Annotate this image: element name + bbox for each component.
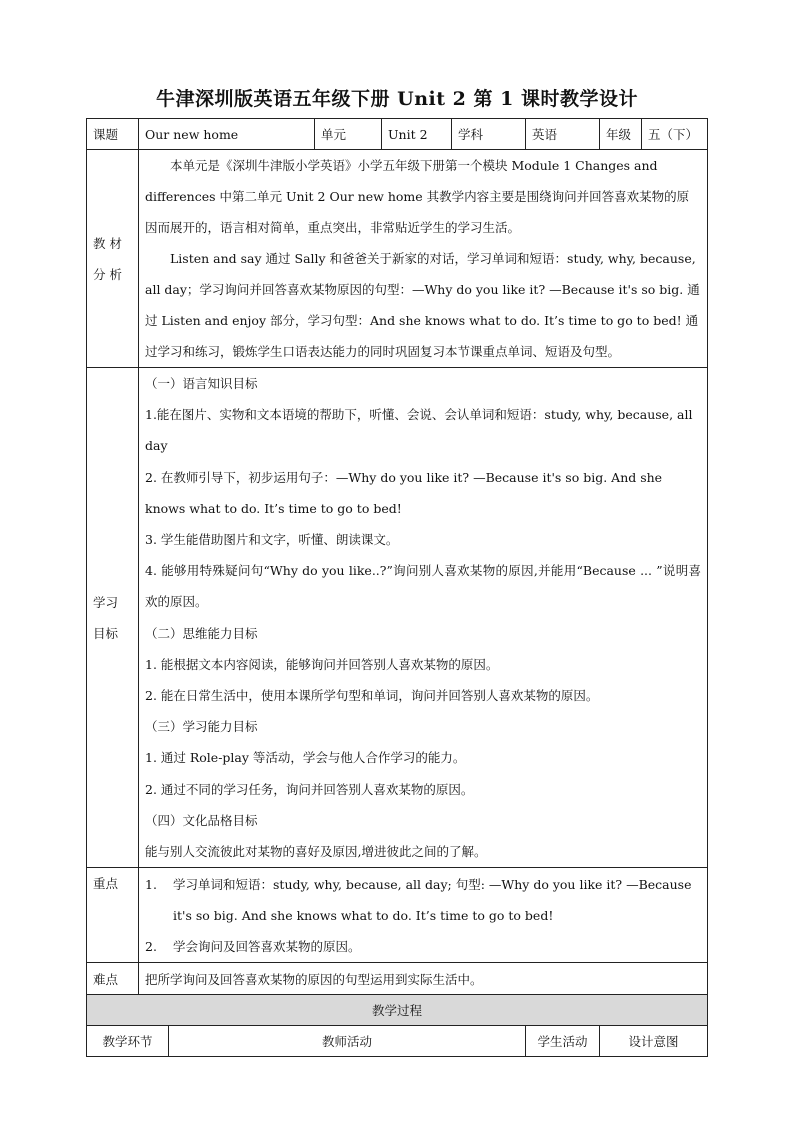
objective-heading-culture: （四）文化品格目标 bbox=[145, 812, 258, 828]
objective-item: 3. 学生能借助图片和文字，听懂、朗读课文。 bbox=[145, 532, 399, 548]
analysis-label-line2: 分 析 bbox=[93, 266, 122, 282]
lesson-plan-table bbox=[86, 118, 708, 1057]
grade-label: 年级 bbox=[600, 119, 642, 150]
objective-heading-learning: （三）学习能力目标 bbox=[145, 719, 258, 735]
key-point-2 bbox=[145, 931, 701, 962]
objectives-label-line2: 目标 bbox=[93, 625, 119, 641]
objectives-label bbox=[87, 368, 139, 868]
unit-value: Unit 2 bbox=[382, 119, 452, 150]
page-title: 牛津深圳版英语五年级下册 Unit 2 第 1 课时教学设计 bbox=[156, 88, 638, 110]
objective-item: 2. 能在日常生活中，使用本课所学句型和单词，询问并回答别人喜欢某物的原因。 bbox=[145, 688, 599, 704]
objective-heading-knowledge: （一）语言知识目标 bbox=[145, 376, 258, 391]
process-col-stage: 教学环节 bbox=[87, 1026, 169, 1057]
objective-item: 2. 在教师引导下，初步运用句子：—Why do you like it? —Because it's so big. And she knows what to do. It’s time to go to bed! bbox=[145, 469, 663, 516]
key-point-1-number: 1. bbox=[145, 876, 157, 892]
key-points-row bbox=[87, 868, 708, 963]
difficult-points-text: 把所学询问及回答喜欢某物的原因的句型运用到实际生活中。 bbox=[139, 963, 708, 995]
objectives-label-line1: 学习 bbox=[93, 594, 119, 610]
key-point-1 bbox=[145, 869, 701, 931]
process-columns-row bbox=[87, 1026, 708, 1057]
analysis-label bbox=[87, 150, 139, 368]
objectives-content bbox=[139, 368, 708, 868]
process-col-teacher: 教师活动 bbox=[169, 1026, 526, 1057]
key-point-2-text: 学会询问及回答喜欢某物的原因。 bbox=[173, 938, 361, 954]
objective-item: 1. 通过 Role-play 等活动，学会与他人合作学习的能力。 bbox=[145, 750, 466, 766]
analysis-content bbox=[139, 150, 708, 368]
process-col-student: 学生活动 bbox=[526, 1026, 600, 1057]
subject-label: 学科 bbox=[452, 119, 526, 150]
objective-item: 1.能在图片、实物和文本语境的帮助下，听懂、会说、会认单词和短语：study, why, because, all day bbox=[145, 407, 693, 454]
objectives-row bbox=[87, 368, 708, 868]
key-point-1-text: 学习单词和短语：study, why, because, all day; 句型: —Why do you like it? —Because it's so big. And she knows what to do. It’s time to go to bed! bbox=[173, 876, 692, 923]
objective-item: 4. 能够用特殊疑问句“Why do you like..?”询问别人喜欢某物的原因,并能用“Because ... ”说明喜欢的原因。 bbox=[145, 563, 702, 610]
process-col-purpose: 设计意图 bbox=[600, 1026, 708, 1057]
key-points-content bbox=[139, 868, 708, 963]
topic-value: Our new home bbox=[139, 119, 315, 150]
analysis-paragraph-2: Listen and say 通过 Sally 和爸爸关于新家的对话，学习单词和短语：study, why, because, all day；学习询问并回答喜欢某物原因的句型：—Why do you like it? —Because it's so big. 通过 Listen and enjoy 部分，学习句型：And she knows what to do. It’s time to go to bed! 通过学习和练习，锻炼学生口语表达能力的同时巩固复习本节课重点单词、短语及句型。 bbox=[145, 251, 700, 359]
key-point-2-number: 2. bbox=[145, 938, 157, 954]
analysis-row bbox=[87, 150, 708, 368]
process-header: 教学过程 bbox=[87, 995, 708, 1026]
topic-label: 课题 bbox=[87, 119, 139, 150]
grade-value: 五（下） bbox=[642, 119, 708, 150]
objective-item: 能与别人交流彼此对某物的喜好及原因,增进彼此之间的了解。 bbox=[145, 844, 487, 860]
objective-item: 2. 通过不同的学习任务，询问并回答别人喜欢某物的原因。 bbox=[145, 781, 474, 797]
objective-item: 1. 能根据文本内容阅读，能够询问并回答别人喜欢某物的原因。 bbox=[145, 656, 499, 672]
analysis-label-line1: 教 材 bbox=[93, 235, 122, 251]
key-points-label: 重点 bbox=[87, 868, 139, 963]
difficult-points-row bbox=[87, 963, 708, 995]
analysis-paragraph-1: 本单元是《深圳牛津版小学英语》小学五年级下册第一个模块 Module 1 Changes and differences 中第二单元 Unit 2 Our new home 其教学内容主要是围绕询问并回答喜欢某物的原因而展开的，语言相对简单，重点突出，非常贴近学生的学习生活。 bbox=[145, 158, 690, 235]
difficult-points-label: 难点 bbox=[87, 963, 139, 995]
header-row bbox=[87, 119, 708, 150]
subject-value: 英语 bbox=[526, 119, 600, 150]
objective-heading-thinking: （二）思维能力目标 bbox=[145, 625, 258, 641]
process-header-row bbox=[87, 995, 708, 1026]
unit-label: 单元 bbox=[315, 119, 382, 150]
